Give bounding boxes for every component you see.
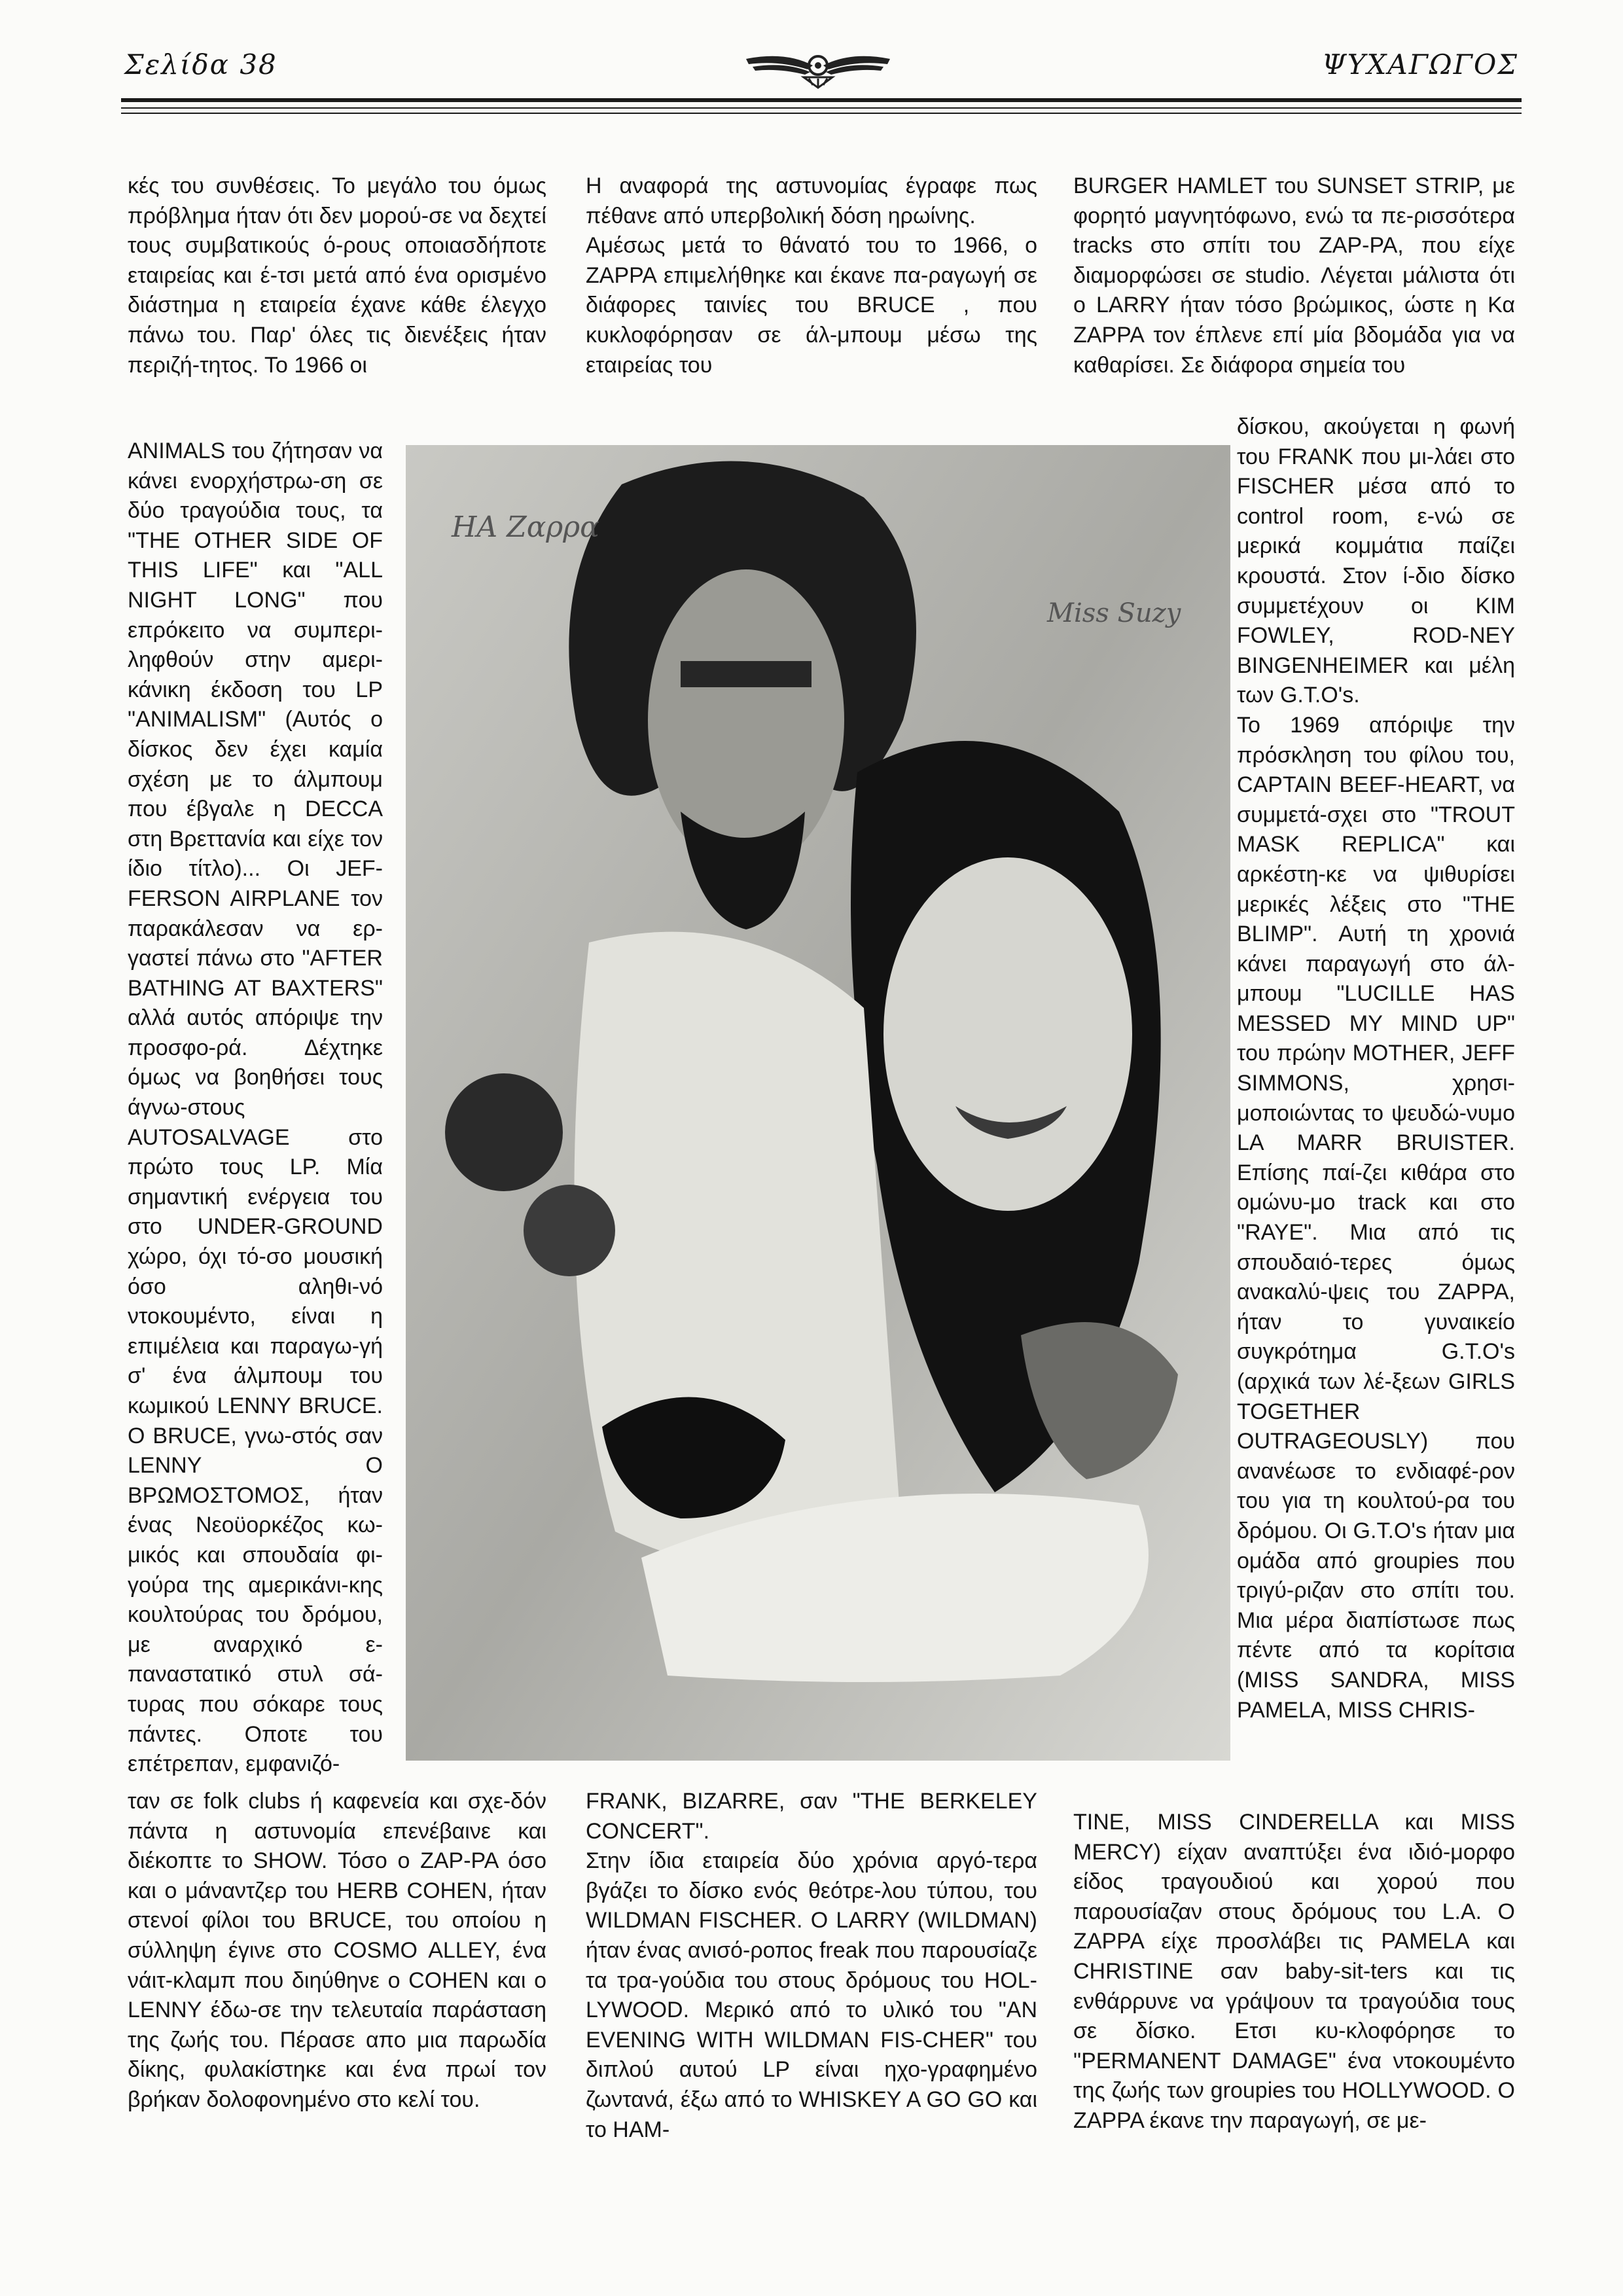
- column-3-narrow: [1237, 412, 1515, 1725]
- paragraph: FRANK, BIZARRE, σαν "THE BERKELEY CONCERT".: [586, 1789, 1037, 1844]
- column-2-bottom: [586, 1787, 1037, 2145]
- header-rule: [121, 98, 1522, 102]
- paragraph: Η αναφορά της αστυνομίας έγραφε πως πέθανε από υπερβολική δόση ηρωίνης.: [586, 173, 1037, 228]
- page-header: [124, 45, 1518, 90]
- column-3-top: [1073, 171, 1515, 380]
- header-rule-thin-2: [121, 113, 1522, 114]
- photo-caption-right: Miss Suzy: [1047, 598, 1181, 628]
- winged-emblem-icon: [740, 45, 897, 90]
- paragraph: Αμέσως μετά το θάνατό του το 1966, ο ΖΑΡΡΑ επιμελήθηκε και έκανε πα-ραγωγή σε διάφορες ταινίες του BRUCE , που κυκλοφόρησαν σε άλ-μπουμ μέσω της εταιρείας του: [586, 233, 1037, 378]
- magazine-title: ΨΥΧΑΓΩΓΟΣ: [1321, 48, 1518, 81]
- paragraph: Το 1969 απόριψε την πρόσκληση του φίλου του, CAPTAIN BEEF-HEART, να συμμετά-σχει στο "TROUT MASK REPLICA" και αρκέστη-κε να ψιθυρίσει μερικές λέξεις στο "THE BLIMP". Αυτή τη χρονιά κάνει παραγωγή στο άλ-μπουμ "LUCILLE HAS MESSED MY MIND UP" του πρώην MOTHER, JEFF SIMMONS, χρησι-μοποιώντας το ψευδώ-νυμο LA MARR BRUISTER. Επίσης παί-ζει κιθάρα στο ομώνυ-μο track και στο "RAYE". Μια από τις σπουδαιό-τερες όμως ανακαλύ-ψεις του ΖΑΡΡΑ, ήταν το γυναικείο συγκρότημα G.T.O's (αρχικά των λέ-ξεων GIRLS TOGETHER OUTRAGEOUSLY) που ανανέωσε το ενδιαφέ-ρον του για τη κουλτού-ρα του δρόμου. Οι G.T.O's ήταν μια ομάδα από groupies που τριγύ-ριζαν στο σπίτι του. Μια μέρα διαπίστωσε πως πέντε από τα κορίτσια (MISS SANDRA, MISS PAMELA, MISS CHRIS-: [1237, 712, 1515, 1723]
- paragraph: δίσκου, ακούγεται η φωνή του FRANK που μι-λάει στο FISCHER μέσα από το control room, ε-νώ σε μερικά κομμάτια παίζει κρουστά. Στον ί-διο δίσκο συμμετέχουν οι KIM FOWLEY, ROD-NEY BINGENHEIMER και μέλη των G.T.O's.: [1237, 414, 1515, 708]
- page-number-label: Σελίδα 38: [124, 48, 277, 81]
- article-photo: [406, 445, 1230, 1761]
- paragraph: ANIMALS του ζήτησαν να κάνει ενορχήστρω-ση σε δύο τραγούδια τους, τα "THE OTHER SIDE OF THIS LIFE" και "ALL NIGHT LONG" που επρόκειτο να συμπερι-ληφθούν στην αμερι-κάνικη έκδοση του LP "ANIMALISM" (Αυτός ο δίσκος δεν έχει καμία σχέση με το άλμπουμ που έβγαλε η DECCA στη Βρεττανία και είχε τον ίδιο τίτλο)... Οι JEF-FERSON AIRPLANE τον παρακάλεσαν να ερ-γαστεί πάνω στο "AFTER BATHING AT BAXTERS" αλλά αυτός απόριψε την προσφο-ρά. Δέχτηκε όμως να βοηθήσει τους άγνω-στους AUTOSALVAGE στο πρώτο τους LP. Μία σημαντική ενέργεια του στο UNDER-GROUND χώρο, όχι τό-σο μουσική όσο αληθι-νό ντοκουμέντο, είναι η επιμέλεια και παραγω-γή σ' ένα άλμπουμ του κωμικού LENNY BRUCE. Ο BRUCE, γνω-στός σαν LENNY Ο ΒΡΩΜΟΣΤΟΜΟΣ, ήταν ένας Νεοϋορκέζος κω-μικός και σπουδαία φι-γούρα της αμερικάνι-κης κουλτούρας του δρόμου, με αναρχικό ε-παναστατικό στυλ σά-τυρας που σόκαρε τους πάντες. Οποτε του επέτρεπαν, εμφανιζό-: [128, 439, 383, 1777]
- column-3-bottom: [1073, 1808, 1515, 2136]
- column-2-top: [586, 171, 1037, 380]
- photo-caption-left: ΗΑ Ζαρρα: [452, 511, 599, 544]
- column-1-top: [128, 171, 546, 380]
- paragraph: κές του συνθέσεις. Το μεγάλο του όμως πρόβλημα ήταν ότι δεν μορού-σε να δεχτεί τους συμβατικούς ό-ρους οποιασδήποτε εταιρείας και έ-τσι μετά από ένα ορισμένο διάστημα η εταιρεία έχανε κάθε έλεγχο πάνω του. Παρ' όλες τις διενέξεις ήταν περιζή-τητος. Το 1966 οι: [128, 173, 546, 378]
- paragraph: TINE, MISS CINDERELLA και MISS MERCY) είχαν αναπτύξει ένα ιδιό-μορφο είδος τραγουδιού και χορού που παρουσίαζαν στους δρόμους του L.A. Ο ΖΑΡΡΑ είχε προσλάβει τις PAMELA και CHRISTINE σαν baby-sit-ters και τις ενθάρρυνε να γράψουν τα τραγούδια τους σε δίσκο. Ετσι κυ-κλοφόρησε το "PERMANENT DAMAGE" ένα ντοκουμέντο της ζωής των groupies του HOLLYWOOD. Ο ΖΑΡΡΑ έκανε την παραγωγή, σε με-: [1073, 1810, 1515, 2133]
- header-rule-thin: [121, 107, 1522, 109]
- paragraph: Στην ίδια εταιρεία δύο χρόνια αργό-τερα βγάζει το δίσκο ενός θεότρε-λου τύπου, του WILDMAN FISCHER. Ο LARRY (WILDMAN) ήταν ένας ανισό-ροπος freak που παρουσίαζε τα τρα-γούδια του στους δρόμους του HOL-LYWOOD. Μερικό από το υλικό του "AN EVENING WITH WILDMAN FIS-CHER" του διπλού αυτού LP είναι ηχο-γραφημένο ζωντανά, έξω από το WHISKEY A GO GO και το HAM-: [586, 1848, 1037, 2142]
- paragraph: BURGER HAMLET του SUNSET STRIP, με φορητό μαγνητόφωνο, ενώ τα πε-ρισσότερα tracks στο σπίτι του ZAP-PA, που είχε διαμορφώσει σε studio. Λέγεται μάλιστα ότι ο LARRY ήταν τόσο βρώμικος, ώστε η Κα ΖΑΡΡΑ τον έπλενε επί μία βδομάδα για να καθαρίσει. Σε διάφορα σημεία του: [1073, 173, 1515, 378]
- paragraph: ταν σε folk clubs ή καφενεία και σχε-δόν πάντα η αστυνομία επενέβαινε και διέκοπτε το SHOW. Τόσο ο ΖΑΡ-ΡΑ όσο και ο μάναντζερ του HERB COHEN, ήταν στενοί φίλοι του BRUCE, του οποίου η σύλληψη έγινε στο COSMO ALLEY, ένα νάιτ-κλαμπ που διηύθηνε ο COHEN και ο LENNY έδω-σε την τελευταία παράσταση της ζωής του. Πέρασε απο μια παρωδία δίκης, φυλακίστηκε και ένα πρωί τον βρήκαν δολοφονημένο στο κελί του.: [128, 1789, 546, 2112]
- column-1-narrow: [128, 437, 383, 1780]
- column-1-bottom: [128, 1787, 546, 2115]
